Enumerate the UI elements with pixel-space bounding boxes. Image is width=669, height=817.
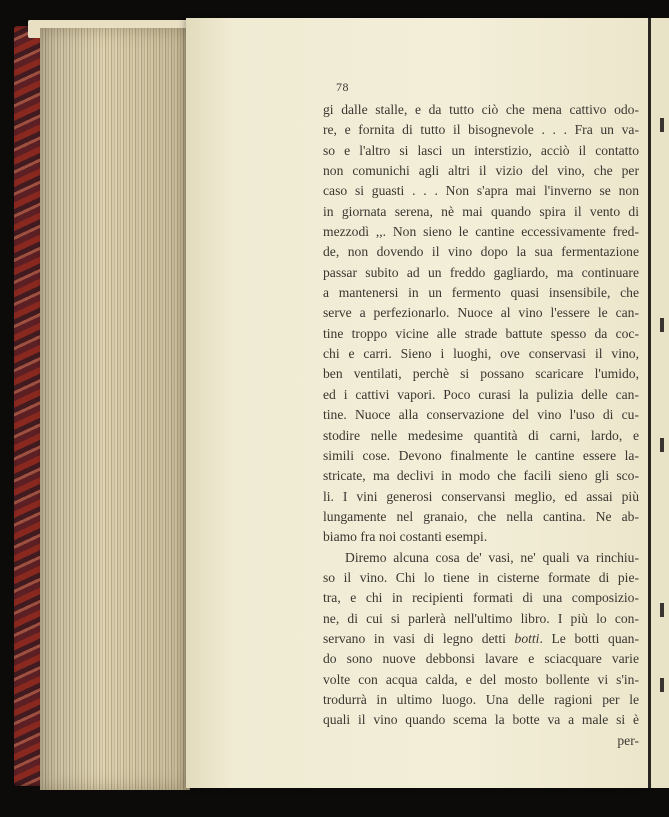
text-line: mezzodì ,,. Non sieno le cantine eccessivamente fred- xyxy=(323,224,639,240)
text-line: ne, di cui si parlerà nell'ultimo libro. I più lo con- xyxy=(323,610,639,626)
text-line: lungamente nel granaio, che nella cantina. Ne ab- xyxy=(323,508,639,524)
text-line: biamo fra noi costanti esempi. xyxy=(323,529,488,545)
text-line: re, e fornita di tutto il bisognevole . . . Fra un va- xyxy=(323,122,639,138)
text-line: do sono nuove debbonsi lavare e sciacquare varie xyxy=(323,651,639,667)
text-line: tra, e chi in recipienti formati di una composizio- xyxy=(323,590,639,606)
page-text xyxy=(323,100,639,751)
text-line: so il vino. Chi lo tiene in cisterne formate di pie- xyxy=(323,569,639,585)
text-line: quali il vino quando scema la botte va a male si è xyxy=(323,712,639,728)
text-line: tine. Nuoce alla conservazione del vino l'uso di cu- xyxy=(323,407,639,423)
text-line: volte con acqua calda, e del mosto bollente vi s'in- xyxy=(323,671,639,687)
next-page-edge xyxy=(648,18,669,788)
text-line: li. I vini generosi conservansi meglio, ed assai più xyxy=(323,488,639,504)
text-line: Diremo alcuna cosa de' vasi, ne' quali va rinchiu- xyxy=(345,549,639,565)
text-line: a mantenersi in un fermento quasi insensibile, che xyxy=(323,285,639,301)
text-line: in giornata serena, nè mai quando spira il vento di xyxy=(323,203,639,219)
catchword: per- xyxy=(617,732,639,748)
text-line: ed i cattivi vapori. Poco curasi la pulizia delle can- xyxy=(323,386,639,402)
text-line: passar subito ad un freddo gagliardo, ma continuare xyxy=(323,264,639,280)
italic-word: botti xyxy=(514,630,540,646)
text-line: chi e carri. Sieno i luoghi, ove conservasi il vino, xyxy=(323,346,639,362)
text-line: ben ventilati, perchè si possano scaricare l'umido, xyxy=(323,366,639,382)
text-line: caso si guasti . . . Non s'apra mai l'inverno se non xyxy=(323,183,639,199)
text-line: so e l'altro si lasci un interstizio, acciò il contatto xyxy=(323,142,639,158)
text-line: serve a perfezionarlo. Nuoce al vino l'essere le can- xyxy=(323,305,639,321)
text-line: stodire nelle medesime quantità di carni, lardo, e xyxy=(323,427,639,443)
text-line: tine troppo vicine alle strade battute spesso da coc- xyxy=(323,325,639,341)
text-line: gi dalle stalle, e da tutto ciò che mena cattivo odo- xyxy=(323,102,639,117)
page-number: 78 xyxy=(336,80,349,94)
text-line: de, non dovendo il vino dopo la sua fermentazione xyxy=(323,244,639,260)
text-line: stricate, ma declivi in modo che facili sieno gli sco- xyxy=(323,468,639,484)
text-line: non comunichi agli altri il vizio del vino, che per xyxy=(323,163,639,179)
text-line: trodurrà in ultimo luogo. Una delle ragioni per le xyxy=(323,691,639,707)
text-line: servano in vasi di legno detti botti. Le botti quan- xyxy=(323,630,639,646)
text-line: simili cose. Devono finalmente le cantine essere la- xyxy=(323,447,639,463)
